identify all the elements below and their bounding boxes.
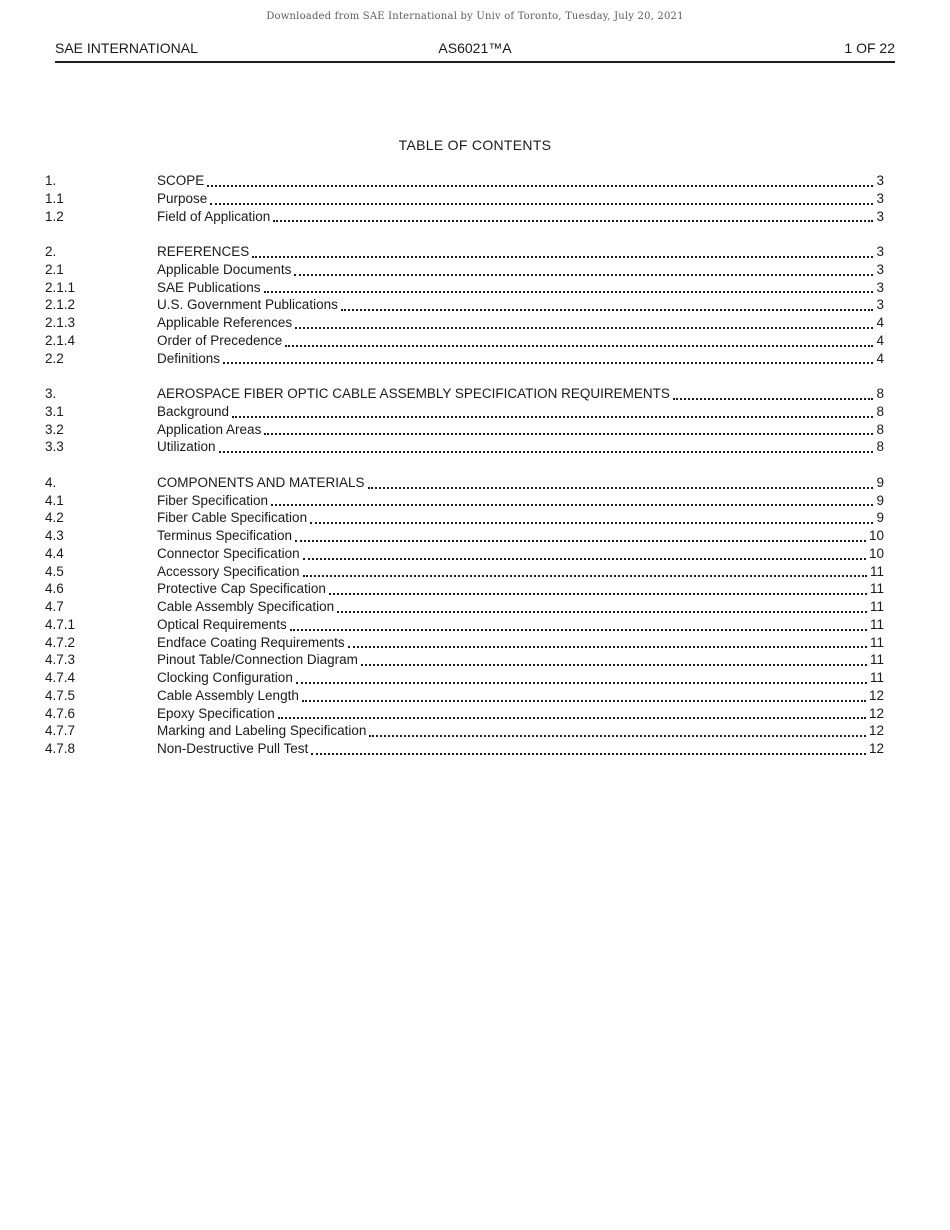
toc-entry-page: 4 [876,350,884,366]
dot-leader [294,261,873,276]
toc-entry-title: Marking and Labeling Specification [157,723,367,739]
toc-entry-title: SCOPE [157,173,205,188]
dot-leader [232,403,873,418]
toc-entry-title: Utilization [157,439,216,455]
toc-entry-page: 11 [869,634,884,650]
toc-entry-number: 4.7.1 [45,616,76,632]
toc-entry-number: 2.1.4 [45,332,76,348]
toc-entry-title: COMPONENTS AND MATERIALS [157,474,365,490]
toc-entry-number: 4.3 [45,528,64,543]
toc-entry [45,243,884,261]
toc-entry [45,580,884,598]
toc-entry-number: 4.6 [45,581,64,597]
toc-entry [45,172,884,190]
toc-entry-title: REFERENCES [157,244,250,259]
dot-leader [673,385,874,400]
toc-entry-page: 9 [876,510,884,526]
toc-entry-page: 8 [876,421,884,437]
toc-entry-page: 4 [876,315,884,330]
toc-entry-number: 2.1 [45,261,64,277]
dot-leader [310,509,873,524]
toc-entry-number: 3.3 [45,439,64,455]
toc-entry-number: 2. [45,244,57,259]
dot-leader [210,190,873,205]
toc-entry-number: 4.7 [45,599,64,614]
toc-entry [45,722,884,740]
toc-entry-title: Order of Precedence [157,332,283,348]
toc-entry-number: 3. [45,386,57,401]
dot-leader [290,616,867,631]
toc-entry [45,527,884,545]
toc-entry-title: U.S. Government Publications [157,297,338,313]
toc-entry-page: 11 [869,670,884,685]
toc-group [45,243,884,367]
toc-group [45,385,884,456]
toc-entry-title: Epoxy Specification [157,705,275,721]
dot-leader [329,580,867,595]
toc-entry-number: 2.1.2 [45,297,76,313]
toc-entry-number: 2.1.1 [45,279,76,295]
toc-entry-number: 3.1 [45,403,64,419]
toc-entry-number: 4.7.5 [45,687,76,703]
toc-entry [45,208,884,226]
toc-entry-page: 3 [876,244,884,259]
toc-entry-number: 4.7.8 [45,741,76,756]
toc-entry [45,314,884,332]
toc-entry-page: 12 [868,723,884,739]
toc-entry-page: 3 [876,208,884,224]
toc-entry-page: 4 [876,332,884,348]
toc-entry-title: Applicable References [157,315,293,330]
toc-entry-title: Endface Coating Requirements [157,634,345,650]
toc-entry-page: 8 [876,386,884,401]
toc-entry-number: 1.2 [45,208,64,224]
toc-entry [45,474,884,492]
toc-group [45,474,884,758]
toc-entry [45,350,884,368]
toc-entry-title: Clocking Configuration [157,670,293,685]
toc-entry-title: Connector Specification [157,545,300,561]
toc-entry [45,545,884,563]
toc-entry-number: 4.4 [45,545,64,561]
toc-entry-number: 2.1.3 [45,315,76,330]
toc-entry-title: SAE Publications [157,279,261,295]
toc-entry-title: AEROSPACE FIBER OPTIC CABLE ASSEMBLY SPECIFICATION REQUIREMENTS [157,386,670,401]
toc-entry [45,279,884,297]
toc-entry [45,651,884,669]
toc-entry-page: 3 [876,279,884,295]
dot-leader [295,314,873,329]
header-publisher: SAE INTERNATIONAL [55,40,198,56]
toc-entry-title: Pinout Table/Connection Diagram [157,652,358,668]
toc-entry-page: 11 [869,652,884,668]
toc-entry-number: 4.7.7 [45,723,76,739]
toc-entry-page: 12 [868,705,884,721]
toc-entry-page: 9 [876,474,884,490]
dot-leader [303,545,866,560]
toc-entry-page: 9 [876,492,884,508]
toc-entry [45,687,884,705]
toc-entry [45,705,884,723]
toc-entry-title: Definitions [157,350,221,366]
dot-leader [369,722,866,737]
toc-entry-title: Protective Cap Specification [157,581,326,597]
toc-entry-number: 4.5 [45,563,64,579]
dot-leader [264,279,874,294]
dot-leader [303,563,867,578]
toc-entry-number: 3.2 [45,421,64,437]
dot-leader [361,651,867,666]
toc-title: TABLE OF CONTENTS [398,137,552,153]
header-page-count: 1 OF 22 [844,40,895,56]
toc-entry [45,563,884,581]
toc-entry-page: 3 [876,261,884,277]
dot-leader [207,172,873,187]
page-header [55,40,895,63]
dot-leader [302,687,866,702]
toc-entry-page: 10 [868,528,884,543]
toc-entry-number: 1. [45,173,57,188]
toc-entry-page: 3 [876,173,884,188]
toc-entry-page: 11 [869,616,884,632]
toc-entry [45,296,884,314]
dot-leader [273,208,873,223]
toc-entry-title: Terminus Specification [157,528,293,543]
dot-leader [341,296,874,311]
toc-entry-number: 4.7.3 [45,652,76,668]
toc-entry-page: 8 [876,403,884,419]
toc-entry-title: Applicable Documents [157,261,292,277]
dot-leader [223,350,873,365]
toc-entry-number: 1.1 [45,190,64,206]
toc-entry-title: Fiber Cable Specification [157,510,308,526]
toc-entry-title: Fiber Specification [157,492,269,508]
toc-entry [45,438,884,456]
toc-entry [45,190,884,208]
toc-entry [45,509,884,527]
toc-entry-title: Accessory Specification [157,563,300,579]
toc-entry [45,492,884,510]
toc-entry [45,332,884,350]
download-watermark: Downloaded from SAE International by Univ of Toronto, Tuesday, July 20, 2021 [266,11,684,22]
toc-entry-page: 10 [868,545,884,561]
toc-entry-title: Cable Assembly Specification [157,599,335,614]
dot-leader [264,421,873,436]
toc-entry-page: 8 [876,439,884,455]
toc-entry-title: Field of Application [157,208,271,224]
dot-leader [295,527,866,542]
dot-leader [285,332,873,347]
dot-leader [348,634,867,649]
header-document-number: AS6021™A [438,40,512,56]
toc-entry [45,261,884,279]
dot-leader [278,705,866,720]
toc-entry [45,669,884,687]
toc-entry-page: 3 [876,190,884,206]
toc-entry-page: 12 [868,687,884,703]
toc-entry-page: 11 [869,599,884,614]
dot-leader [219,438,874,453]
dot-leader [271,492,873,507]
toc-entry [45,634,884,652]
toc-entry-number: 4.7.6 [45,705,76,721]
toc-entry-number: 4.2 [45,510,64,526]
toc-entry-page: 3 [876,297,884,313]
toc-entry [45,385,884,403]
toc-entry-number: 4.7.4 [45,670,76,685]
toc-entry-page: 12 [868,741,884,756]
toc-entry [45,616,884,634]
toc-entry-page: 11 [869,581,884,597]
toc-entry-title: Cable Assembly Length [157,687,299,703]
toc-entry-page: 11 [869,563,884,579]
toc-entry-number: 2.2 [45,350,64,366]
toc-entry-title: Optical Requirements [157,616,287,632]
toc-group [45,172,884,225]
toc-entry [45,403,884,421]
dot-leader [337,598,867,613]
toc-entry-title: Application Areas [157,421,262,437]
dot-leader [368,474,874,489]
dot-leader [311,740,866,755]
toc-entry-title: Background [157,403,230,419]
dot-leader [252,243,873,258]
toc-entry [45,421,884,439]
toc-entry-number: 4. [45,474,57,490]
toc-entry-number: 4.7.2 [45,634,76,650]
toc-entry-number: 4.1 [45,492,64,508]
toc-entry-title: Non-Destructive Pull Test [157,741,309,756]
toc-list [45,172,884,758]
toc-entry-title: Purpose [157,190,208,206]
toc-entry [45,740,884,758]
dot-leader [296,669,867,684]
toc-entry [45,598,884,616]
